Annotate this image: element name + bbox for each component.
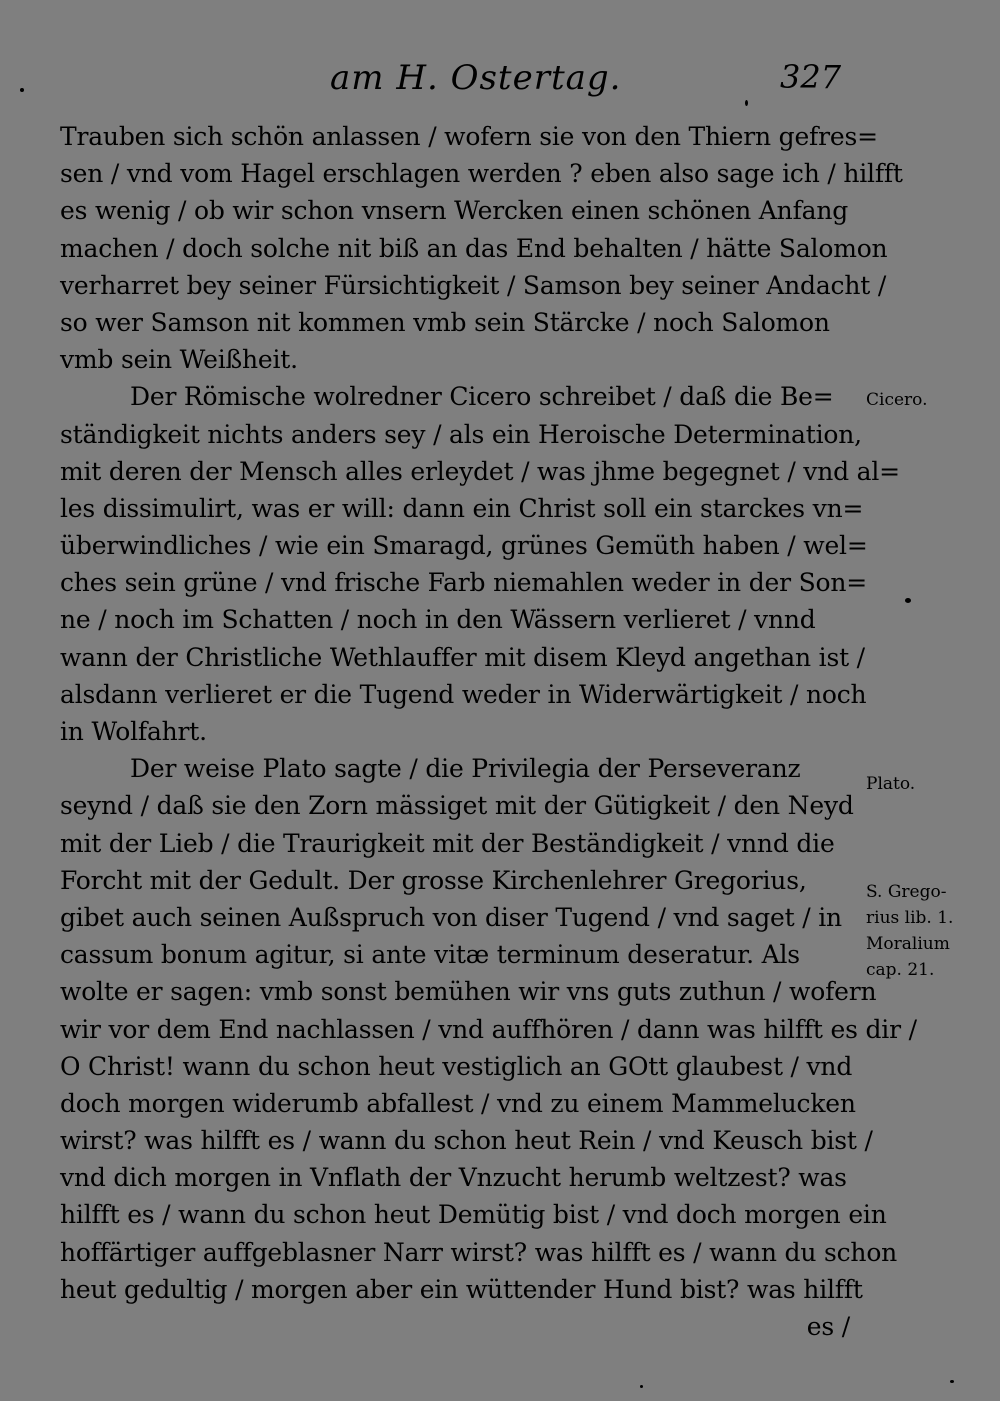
text-line: les dissimulirt, was er will: dann ein Christ soll ein starckes vn= (60, 493, 864, 523)
text-line: gibet auch seinen Außspruch von diser Tugend / vnd saget / in (60, 902, 842, 932)
ink-speck (20, 88, 24, 92)
margin-note-gregorius: Moralium (866, 934, 950, 954)
text-line: cassum bonum agitur, si ante vitæ terminum deseratur. Als (60, 940, 800, 970)
text-line: hoffärtiger auffgeblasner Narr wirst? was hilfft es / wann du schon (60, 1237, 898, 1267)
text-line: wolte er sagen: vmb sonst bemühen wir vns guts zuthun / wofern (60, 977, 877, 1007)
ink-speck (905, 598, 911, 603)
text-line: so wer Samson nit kommen vmb sein Stärcke / noch Salomon (60, 307, 830, 337)
text-line: wann der Christliche Wethlauffer mit disem Kleyd angethan ist / (60, 642, 865, 672)
text-line: O Christ! wann du schon heut vestiglich an GOtt glaubest / vnd (60, 1051, 853, 1081)
text-line: sen / vnd vom Hagel erschlagen werden ? eben also sage ich / hilfft (60, 159, 903, 189)
text-line: Forcht mit der Gedult. Der grosse Kirchenlehrer Gregorius, (60, 865, 807, 895)
catchword: es / (806, 1312, 850, 1341)
text-line: in Wolfahrt. (60, 717, 207, 746)
margin-note-gregorius: S. Grego- (866, 882, 947, 902)
margin-note-plato: Plato. (866, 774, 916, 794)
ink-speck (745, 100, 748, 106)
text-line: wir vor dem End nachlassen / vnd auffhören / dann was hilfft es dir / (60, 1014, 917, 1044)
text-line: mit der Lieb / die Traurigkeit mit der Beständigkeit / vnnd die (60, 828, 835, 858)
text-line: mit deren der Mensch alles erleydet / was jhme begegnet / vnd al= (60, 456, 900, 486)
text-line: alsdann verlieret er die Tugend weder in Widerwärtigkeit / noch (60, 679, 867, 709)
text-line: überwindliches / wie ein Smaragd, grünes Gemüth haben / wel= (60, 531, 868, 561)
text-line: verharret bey seiner Fürsichtigkeit / Samson bey seiner Andacht / (60, 270, 887, 300)
text-line: ches sein grüne / vnd frische Farb niemahlen weder in der Son= (60, 568, 868, 598)
page-number: 327 (780, 58, 842, 96)
text-line: Trauben sich schön anlassen / wofern sie von den Thiern gefres= (60, 122, 878, 151)
ink-speck (640, 1385, 643, 1388)
text-line: ne / noch im Schatten / noch in den Wässern verlieret / vnnd (60, 605, 816, 635)
text-line: heut gedultig / morgen aber ein wüttender Hund bist? was hilfft (60, 1274, 863, 1304)
text-line: machen / doch solche nit biß an das End behalten / hätte Salomon (60, 233, 888, 263)
margin-note-gregorius: cap. 21. (866, 960, 935, 980)
paragraph-start-line: Der weise Plato sagte / die Privilegia der Perseveranz (130, 754, 801, 784)
text-line: ständigkeit nichts anders sey / als ein Heroische Determination, (60, 419, 862, 449)
margin-note-gregorius: rius lib. 1. (866, 908, 954, 928)
running-head: am H. Ostertag. (330, 58, 622, 98)
paragraph-start-line: Der Römische wolredner Cicero schreibet / daß die Be= (130, 382, 834, 412)
text-line: es wenig / ob wir schon vnsern Wercken einen schönen Anfang (60, 196, 849, 226)
ink-speck (950, 1380, 954, 1383)
text-line: vnd dich morgen in Vnflath der Vnzucht herumb weltzest? was (60, 1163, 847, 1193)
text-line: wirst? was hilfft es / wann du schon heut Rein / vnd Keusch bist / (60, 1126, 873, 1156)
text-line: seynd / daß sie den Zorn mässiget mit der Gütigkeit / den Neyd (60, 791, 854, 821)
margin-note-cicero: Cicero. (866, 390, 928, 410)
text-line: vmb sein Weißheit. (60, 345, 298, 375)
text-line: doch morgen widerumb abfallest / vnd zu einem Mammelucken (60, 1088, 856, 1118)
text-line: hilfft es / wann du schon heut Demütig bist / vnd doch morgen ein (60, 1200, 887, 1230)
